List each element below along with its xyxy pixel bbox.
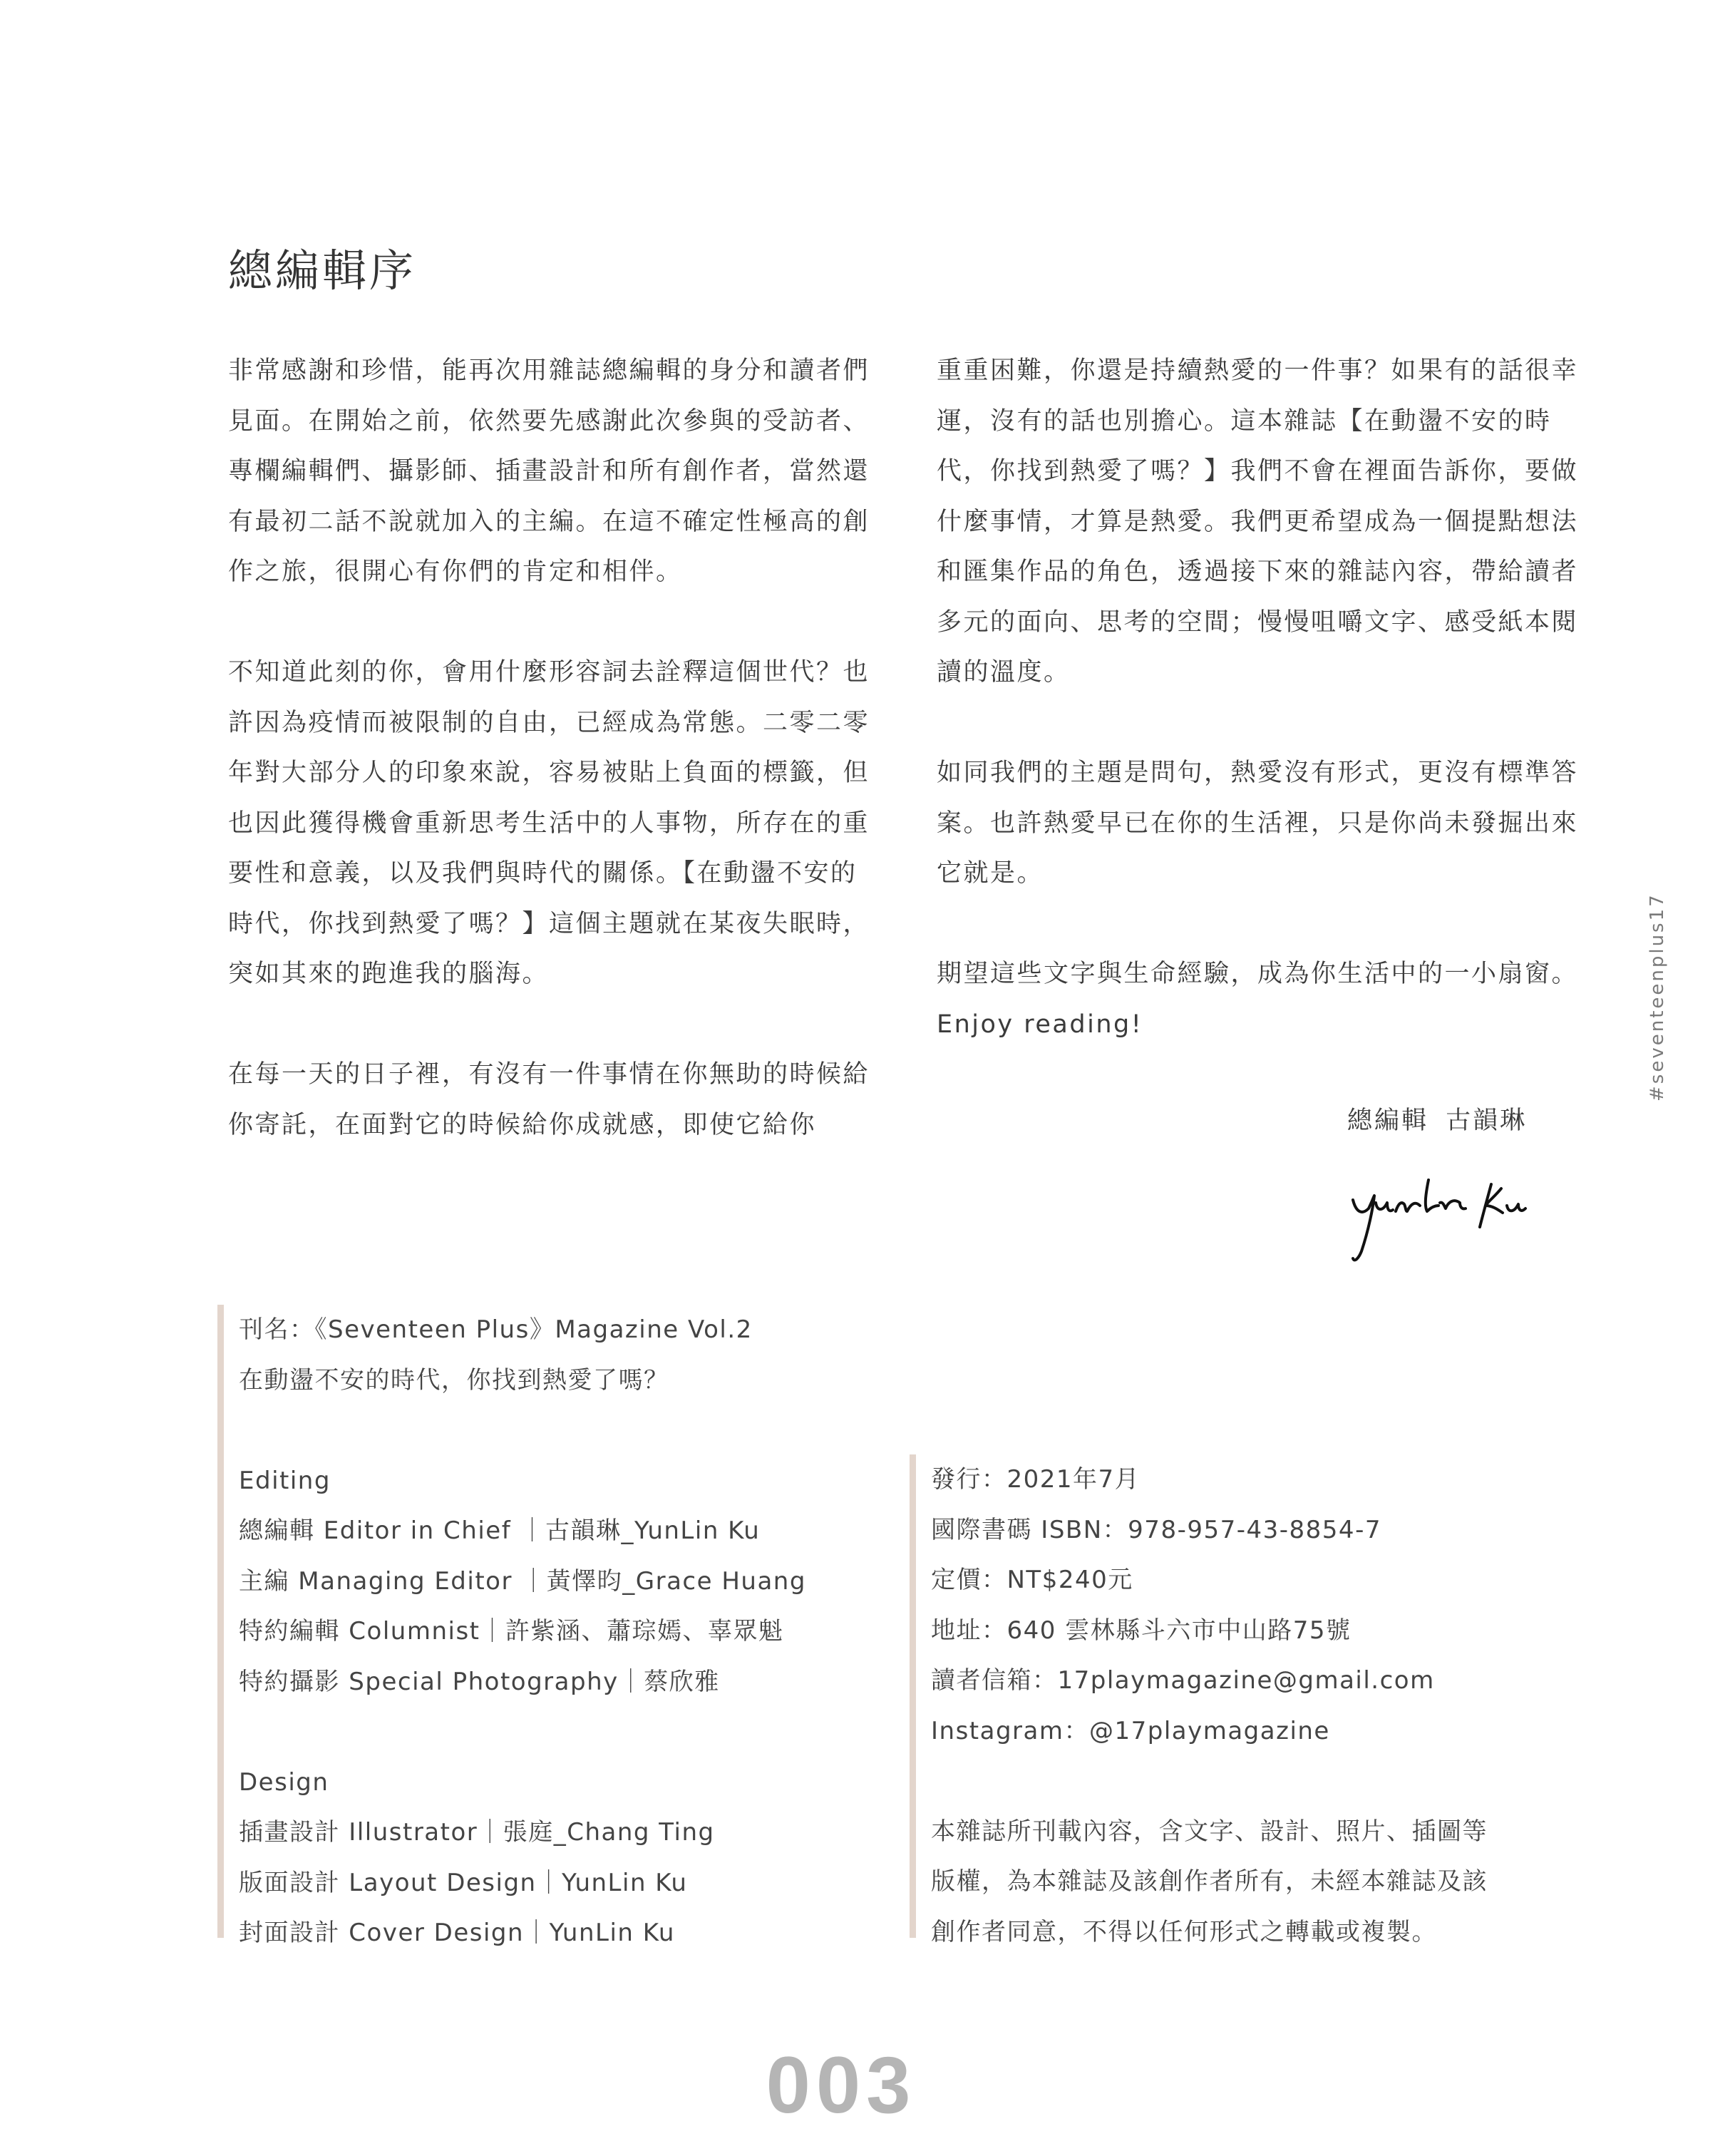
- instagram-line: Instagram：@17playmagazine: [931, 1716, 1330, 1745]
- price-line: 定價：NT$240元: [931, 1566, 1133, 1594]
- credits-left-block: [217, 1305, 859, 1947]
- credits-right-lines: [931, 1454, 1488, 1957]
- design-heading: Design: [239, 1767, 329, 1797]
- foreword-right-column: [937, 346, 1578, 1049]
- foreword-paragraph: 非常感謝和珍惜，能再次用雜誌總編輯的身分和讀者們見面。在開始之前，依然要先感謝此次參與的受訪者、專欄編輯們、攝影師、插畫設計和所有創作者，當然還有最初二話不說就加入的主編。在這不確定性極高的創作之旅，很開心有你們的肯定和相伴。: [228, 356, 870, 586]
- publish-date-line: 發行：2021年7月: [931, 1465, 1141, 1494]
- foreword-paragraph: 如同我們的主題是問句，熱愛沒有形式，更沒有標準答案。也許熱愛早已在你的生活裡，只是你尚未發掘出來它就是。: [937, 759, 1579, 888]
- copyright-line: 版權，為本雜誌及該創作者所有，未經本雜誌及該: [931, 1867, 1488, 1896]
- page-title: 總編輯序: [228, 244, 417, 297]
- credit-line: 總編輯 Editor in Chief ｜古韻琳_YunLin Ku: [239, 1516, 761, 1545]
- accent-bar: [910, 1454, 916, 1938]
- isbn-line: 國際書碼 ISBN：978-957-43-8854-7: [931, 1515, 1381, 1544]
- hashtag-text: #seventeenplus17: [1647, 893, 1668, 1102]
- credits-left-lines: [239, 1305, 806, 1959]
- page-number: 003: [766, 2040, 917, 2130]
- handwritten-signature: [1340, 1159, 1568, 1266]
- foreword-paragraph: 期望這些文字與生命經驗，成為你生活中的一小扇窗。Enjoy reading!: [937, 960, 1579, 1039]
- magazine-subtitle-line: 在動盪不安的時代，你找到熱愛了嗎？: [239, 1365, 669, 1395]
- foreword-paragraph: 重重困難，你還是持續熱愛的一件事？如果有的話很幸運，沒有的話也別擔心。這本雜誌【在動盪不安的時代，你找到熱愛了嗎？】我們不會在裡面告訴你，要做什麼事情，才算是熱愛。我們更希望成為一個提點想法和匯集作品的角色，透過接下來的雜誌內容，帶給讀者多元的面向、思考的空間；慢慢咀嚼文字、感受紙本閱讀的溫度。: [937, 356, 1579, 687]
- magazine-title-line: 刊名：《Seventeen Plus》Magazine Vol.2: [239, 1315, 753, 1344]
- credit-line: 特約攝影 Special Photography｜蔡欣雅: [239, 1667, 720, 1696]
- foreword-left-column: [228, 346, 870, 1150]
- spacer: [931, 1756, 1488, 1807]
- foreword-paragraph: 不知道此刻的你，會用什麼形容詞去詮釋這個世代？也許因為疫情而被限制的自由，已經成為常態。二零二零年對大部分人的印象來說，容易被貼上負面的標籤，但也因此獲得機會重新思考生活中的人事物，所存在的重要性和意義，以及我們與時代的關係。【在動盪不安的時代，你找到熱愛了嗎？】這個主題就在某夜失眠時，突如其來的跑進我的腦海。: [228, 658, 870, 988]
- editor-sign-name: 總編輯 古韻琳: [1347, 1107, 1528, 1135]
- credit-line: 封面設計 Cover Design｜YunLin Ku: [239, 1919, 675, 1947]
- credit-line: 特約編輯 Columnist｜許紫涵、蕭琮嫣、辜眾魁: [239, 1617, 784, 1646]
- editing-heading: Editing: [239, 1466, 331, 1495]
- credit-line: 主編 Managing Editor ｜黃懌昀_Grace Huang: [239, 1566, 806, 1596]
- email-line: 讀者信箱：17playmagazine@gmail.com: [931, 1666, 1435, 1695]
- credit-line: 版面設計 Layout Design｜YunLin Ku: [239, 1868, 688, 1897]
- foreword-paragraph: 在每一天的日子裡，有沒有一件事情在你無助的時候給你寄託，在面對它的時候給你成就感，即使它給你: [228, 1060, 870, 1139]
- copyright-line: 創作者同意，不得以任何形式之轉載或複製。: [931, 1917, 1437, 1946]
- credits-right-block: [910, 1454, 1551, 1946]
- credit-line: 插畫設計 Illustrator｜張庭_Chang Ting: [239, 1818, 715, 1847]
- spacer: [239, 1707, 806, 1757]
- address-line: 地址：640 雲林縣斗六市中山路75號: [931, 1616, 1352, 1645]
- copyright-line: 本雜誌所刊載內容，含文字、設計、照片、插圖等: [931, 1817, 1488, 1846]
- accent-bar: [217, 1305, 224, 1938]
- spacer: [239, 1405, 806, 1456]
